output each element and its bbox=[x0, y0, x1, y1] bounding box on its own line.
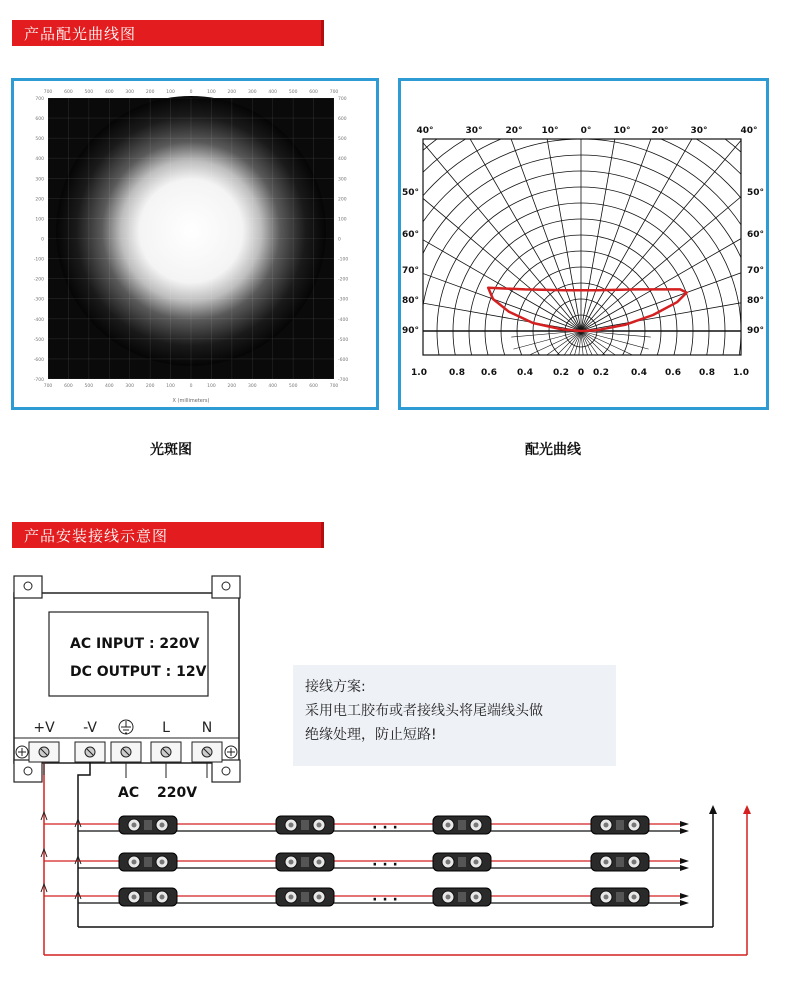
arrow-right-icon bbox=[680, 865, 689, 871]
polar-top-angle-label: 20° bbox=[505, 126, 523, 136]
led-module bbox=[276, 816, 334, 834]
polar-value-label: 1.0 bbox=[411, 368, 427, 378]
power-driver bbox=[14, 576, 240, 801]
spot-top-tick-label: 200 bbox=[145, 90, 155, 95]
led-module-center bbox=[144, 892, 152, 902]
polar-top-angle-label: 10° bbox=[541, 126, 559, 136]
spot-left-tick-label: 200 bbox=[35, 197, 44, 203]
driver-label-plate bbox=[49, 612, 208, 696]
terminal-label: N bbox=[201, 720, 213, 736]
led-module-center bbox=[616, 820, 624, 830]
led-module-center bbox=[458, 892, 466, 902]
spot-left-tick-label: -200 bbox=[33, 277, 44, 283]
terminal-label: L bbox=[162, 720, 170, 736]
spot-right-tick-label: 500 bbox=[338, 137, 347, 143]
spot-bottom-tick-label: 200 bbox=[227, 384, 237, 389]
polar-left-angle-label: 60° bbox=[401, 230, 419, 240]
led-module bbox=[433, 888, 491, 906]
led-chip-icon bbox=[160, 895, 165, 900]
spot-left-tick-label: 0 bbox=[41, 237, 44, 243]
polar-value-label: 0.2 bbox=[553, 368, 569, 378]
wire-negative-stub bbox=[78, 762, 90, 790]
spot-right-tick-label: -300 bbox=[338, 297, 349, 303]
polar-right-angle-label: 50° bbox=[747, 188, 765, 198]
polar-value-label: 0 bbox=[577, 368, 585, 378]
polar-value-label: 0.4 bbox=[631, 368, 647, 378]
terminal-label: -V bbox=[83, 720, 97, 736]
spot-right-tick-label: 300 bbox=[338, 177, 347, 183]
spot-right-tick-label: -100 bbox=[338, 257, 349, 263]
continuation-dots: · · · bbox=[372, 820, 398, 836]
spot-top-tick-label: 500 bbox=[84, 90, 94, 95]
spot-top-tick-label: 400 bbox=[104, 90, 114, 95]
continuation-dots: · · · bbox=[372, 857, 398, 873]
led-chip-icon bbox=[632, 895, 637, 900]
led-chip-icon bbox=[474, 895, 479, 900]
polar-top-angle-label: 30° bbox=[690, 126, 708, 136]
spot-left-tick-label: -300 bbox=[33, 297, 44, 303]
spot-right-tick-label: 600 bbox=[338, 117, 347, 123]
led-module-center bbox=[301, 820, 309, 830]
led-chip-icon bbox=[289, 895, 294, 900]
led-module bbox=[119, 888, 177, 906]
mount-hole-icon bbox=[222, 582, 230, 590]
polar-right-angle-label: 70° bbox=[747, 266, 765, 276]
led-module-center bbox=[458, 820, 466, 830]
polar-value-label: 0.6 bbox=[665, 368, 681, 378]
polar-left-angle-label: 80° bbox=[401, 296, 419, 306]
caption-curve: 配光曲线 bbox=[525, 442, 581, 458]
spot-left-tick-label: -400 bbox=[33, 317, 44, 323]
spot-right-tick-label: 0 bbox=[338, 237, 341, 243]
note-title: 接线方案: bbox=[305, 679, 366, 695]
polar-top-angle-label: 0° bbox=[580, 126, 592, 136]
led-chip-icon bbox=[160, 860, 165, 865]
spot-top-tick-label: 300 bbox=[247, 90, 257, 95]
spot-left-tick-label: -600 bbox=[33, 357, 44, 363]
led-module-center bbox=[616, 857, 624, 867]
spot-left-tick-label: -500 bbox=[33, 337, 44, 343]
led-chip-icon bbox=[632, 823, 637, 828]
spot-bottom-tick-label: 500 bbox=[84, 384, 94, 389]
led-chip-icon bbox=[446, 895, 451, 900]
led-module-center bbox=[458, 857, 466, 867]
arrow-up-icon bbox=[743, 805, 751, 814]
spot-bottom-tick-label: 500 bbox=[288, 384, 298, 389]
spot-top-tick-label: 100 bbox=[207, 90, 216, 95]
led-chip-icon bbox=[317, 860, 322, 865]
spot-right-tick-label: -700 bbox=[338, 378, 349, 383]
spot-bottom-tick-label: 300 bbox=[247, 384, 257, 389]
led-chip-icon bbox=[317, 895, 322, 900]
led-chip-icon bbox=[474, 823, 479, 828]
note-line2: 绝缘处理，防止短路! bbox=[305, 727, 437, 743]
led-chip-icon bbox=[132, 895, 137, 900]
spot-right-tick-label: 200 bbox=[338, 197, 347, 203]
polar-top-angle-label: 30° bbox=[465, 126, 483, 136]
caption-spot: 光斑图 bbox=[150, 442, 192, 458]
led-chip-icon bbox=[604, 895, 609, 900]
led-module bbox=[119, 816, 177, 834]
mount-hole-icon bbox=[24, 767, 32, 775]
polar-value-label: 0.6 bbox=[481, 368, 497, 378]
spot-right-tick-label: -500 bbox=[338, 337, 349, 343]
led-chip-icon bbox=[317, 823, 322, 828]
polar-right-angle-label: 60° bbox=[747, 230, 765, 240]
polar-top-angle-label: 20° bbox=[651, 126, 669, 136]
polar-top-angle-label: 10° bbox=[613, 126, 631, 136]
spot-top-tick-label: 700 bbox=[43, 90, 53, 95]
mount-hole-icon bbox=[222, 767, 230, 775]
led-module bbox=[119, 853, 177, 871]
led-module bbox=[591, 888, 649, 906]
spot-bottom-tick-label: 400 bbox=[268, 384, 278, 389]
spot-top-tick-label: 300 bbox=[125, 90, 135, 95]
spot-top-tick-label: 0 bbox=[189, 90, 193, 95]
led-module-center bbox=[144, 857, 152, 867]
terminal-label: +V bbox=[33, 720, 55, 736]
section-title-install: 产品安装接线示意图 bbox=[24, 527, 169, 545]
led-module bbox=[591, 816, 649, 834]
section-title-curve: 产品配光曲线图 bbox=[24, 25, 137, 43]
polar-left-angle-label: 70° bbox=[401, 266, 419, 276]
spot-bottom-tick-label: 100 bbox=[207, 384, 216, 389]
led-chip-icon bbox=[160, 823, 165, 828]
spot-left-tick-label: 700 bbox=[35, 97, 44, 102]
spot-right-tick-label: 700 bbox=[338, 97, 347, 102]
led-chip-icon bbox=[132, 860, 137, 865]
arrow-right-icon bbox=[680, 858, 689, 864]
spot-bottom-tick-label: 600 bbox=[64, 384, 73, 389]
spot-right-tick-label: -600 bbox=[338, 357, 349, 363]
polar-left-angle-label: 50° bbox=[401, 188, 419, 198]
polar-left-angle-label: 90° bbox=[401, 326, 419, 336]
polar-value-label: 0.8 bbox=[449, 368, 465, 378]
spot-left-tick-label: 100 bbox=[35, 217, 44, 223]
spot-left-tick-label: 400 bbox=[35, 157, 44, 163]
spot-top-tick-label: 600 bbox=[64, 90, 73, 95]
spot-left-tick-label: -700 bbox=[33, 378, 44, 383]
polar-right-angle-label: 80° bbox=[747, 296, 765, 306]
arrow-right-icon bbox=[680, 900, 689, 906]
led-chip-icon bbox=[474, 860, 479, 865]
led-chip-icon bbox=[446, 860, 451, 865]
spot-bottom-tick-label: 200 bbox=[145, 384, 155, 389]
led-module-center bbox=[616, 892, 624, 902]
spot-top-tick-label: 100 bbox=[166, 90, 175, 95]
spot-left-tick-label: 500 bbox=[35, 137, 44, 143]
spot-bottom-tick-label: 600 bbox=[309, 384, 318, 389]
led-chip-icon bbox=[289, 823, 294, 828]
spot-bottom-tick-label: 400 bbox=[104, 384, 114, 389]
spot-top-tick-label: 400 bbox=[268, 90, 278, 95]
led-module-center bbox=[144, 820, 152, 830]
polar-top-angle-label: 40° bbox=[416, 126, 434, 136]
mount-hole-icon bbox=[24, 582, 32, 590]
arrow-right-icon bbox=[680, 893, 689, 899]
driver-output-text: DC OUTPUT : 12V bbox=[70, 664, 207, 680]
spot-right-tick-label: -400 bbox=[338, 317, 349, 323]
spot-right-tick-label: -200 bbox=[338, 277, 349, 283]
led-module bbox=[591, 853, 649, 871]
continuation-dots: · · · bbox=[372, 892, 398, 908]
spot-left-tick-label: 600 bbox=[35, 117, 44, 123]
spot-left-tick-label: 300 bbox=[35, 177, 44, 183]
led-module-center bbox=[301, 857, 309, 867]
arrow-up-icon bbox=[709, 805, 717, 814]
led-chip-icon bbox=[289, 860, 294, 865]
spot-bottom-tick-label: 0 bbox=[189, 384, 193, 389]
arrow-right-icon bbox=[680, 821, 689, 827]
led-chip-icon bbox=[632, 860, 637, 865]
polar-right-angle-label: 90° bbox=[747, 326, 765, 336]
spot-top-tick-label: 200 bbox=[227, 90, 237, 95]
spot-top-tick-label: 600 bbox=[309, 90, 318, 95]
led-chip-icon bbox=[132, 823, 137, 828]
led-module bbox=[276, 853, 334, 871]
spot-bottom-tick-label: 700 bbox=[43, 384, 53, 389]
led-chip-icon bbox=[604, 823, 609, 828]
polar-value-label: 0.2 bbox=[593, 368, 609, 378]
led-module bbox=[433, 853, 491, 871]
ac-label: AC bbox=[118, 785, 140, 801]
spot-right-tick-label: 400 bbox=[338, 157, 347, 163]
note-line1: 采用电工胶布或者接线头将尾端线头做 bbox=[305, 703, 543, 719]
polar-top-angle-label: 40° bbox=[740, 126, 758, 136]
wiring-note bbox=[293, 665, 616, 766]
spot-left-tick-label: -100 bbox=[33, 257, 44, 263]
led-module bbox=[433, 816, 491, 834]
polar-value-label: 0.8 bbox=[699, 368, 715, 378]
arrow-right-icon bbox=[680, 828, 689, 834]
polar-value-label: 1.0 bbox=[733, 368, 749, 378]
led-module-center bbox=[301, 892, 309, 902]
voltage-label: 220V bbox=[157, 785, 198, 801]
spot-right-tick-label: 100 bbox=[338, 217, 347, 223]
led-module bbox=[276, 888, 334, 906]
spot-xlabel: X (millimeters) bbox=[172, 398, 210, 404]
led-chip-icon bbox=[446, 823, 451, 828]
spot-bottom-tick-label: 700 bbox=[329, 384, 339, 389]
driver-input-text: AC INPUT : 220V bbox=[70, 636, 200, 652]
spot-bottom-tick-label: 300 bbox=[125, 384, 135, 389]
spot-top-tick-label: 700 bbox=[329, 90, 339, 95]
polar-value-label: 0.4 bbox=[517, 368, 533, 378]
spot-top-tick-label: 500 bbox=[288, 90, 298, 95]
led-chip-icon bbox=[604, 860, 609, 865]
spot-bottom-tick-label: 100 bbox=[166, 384, 175, 389]
